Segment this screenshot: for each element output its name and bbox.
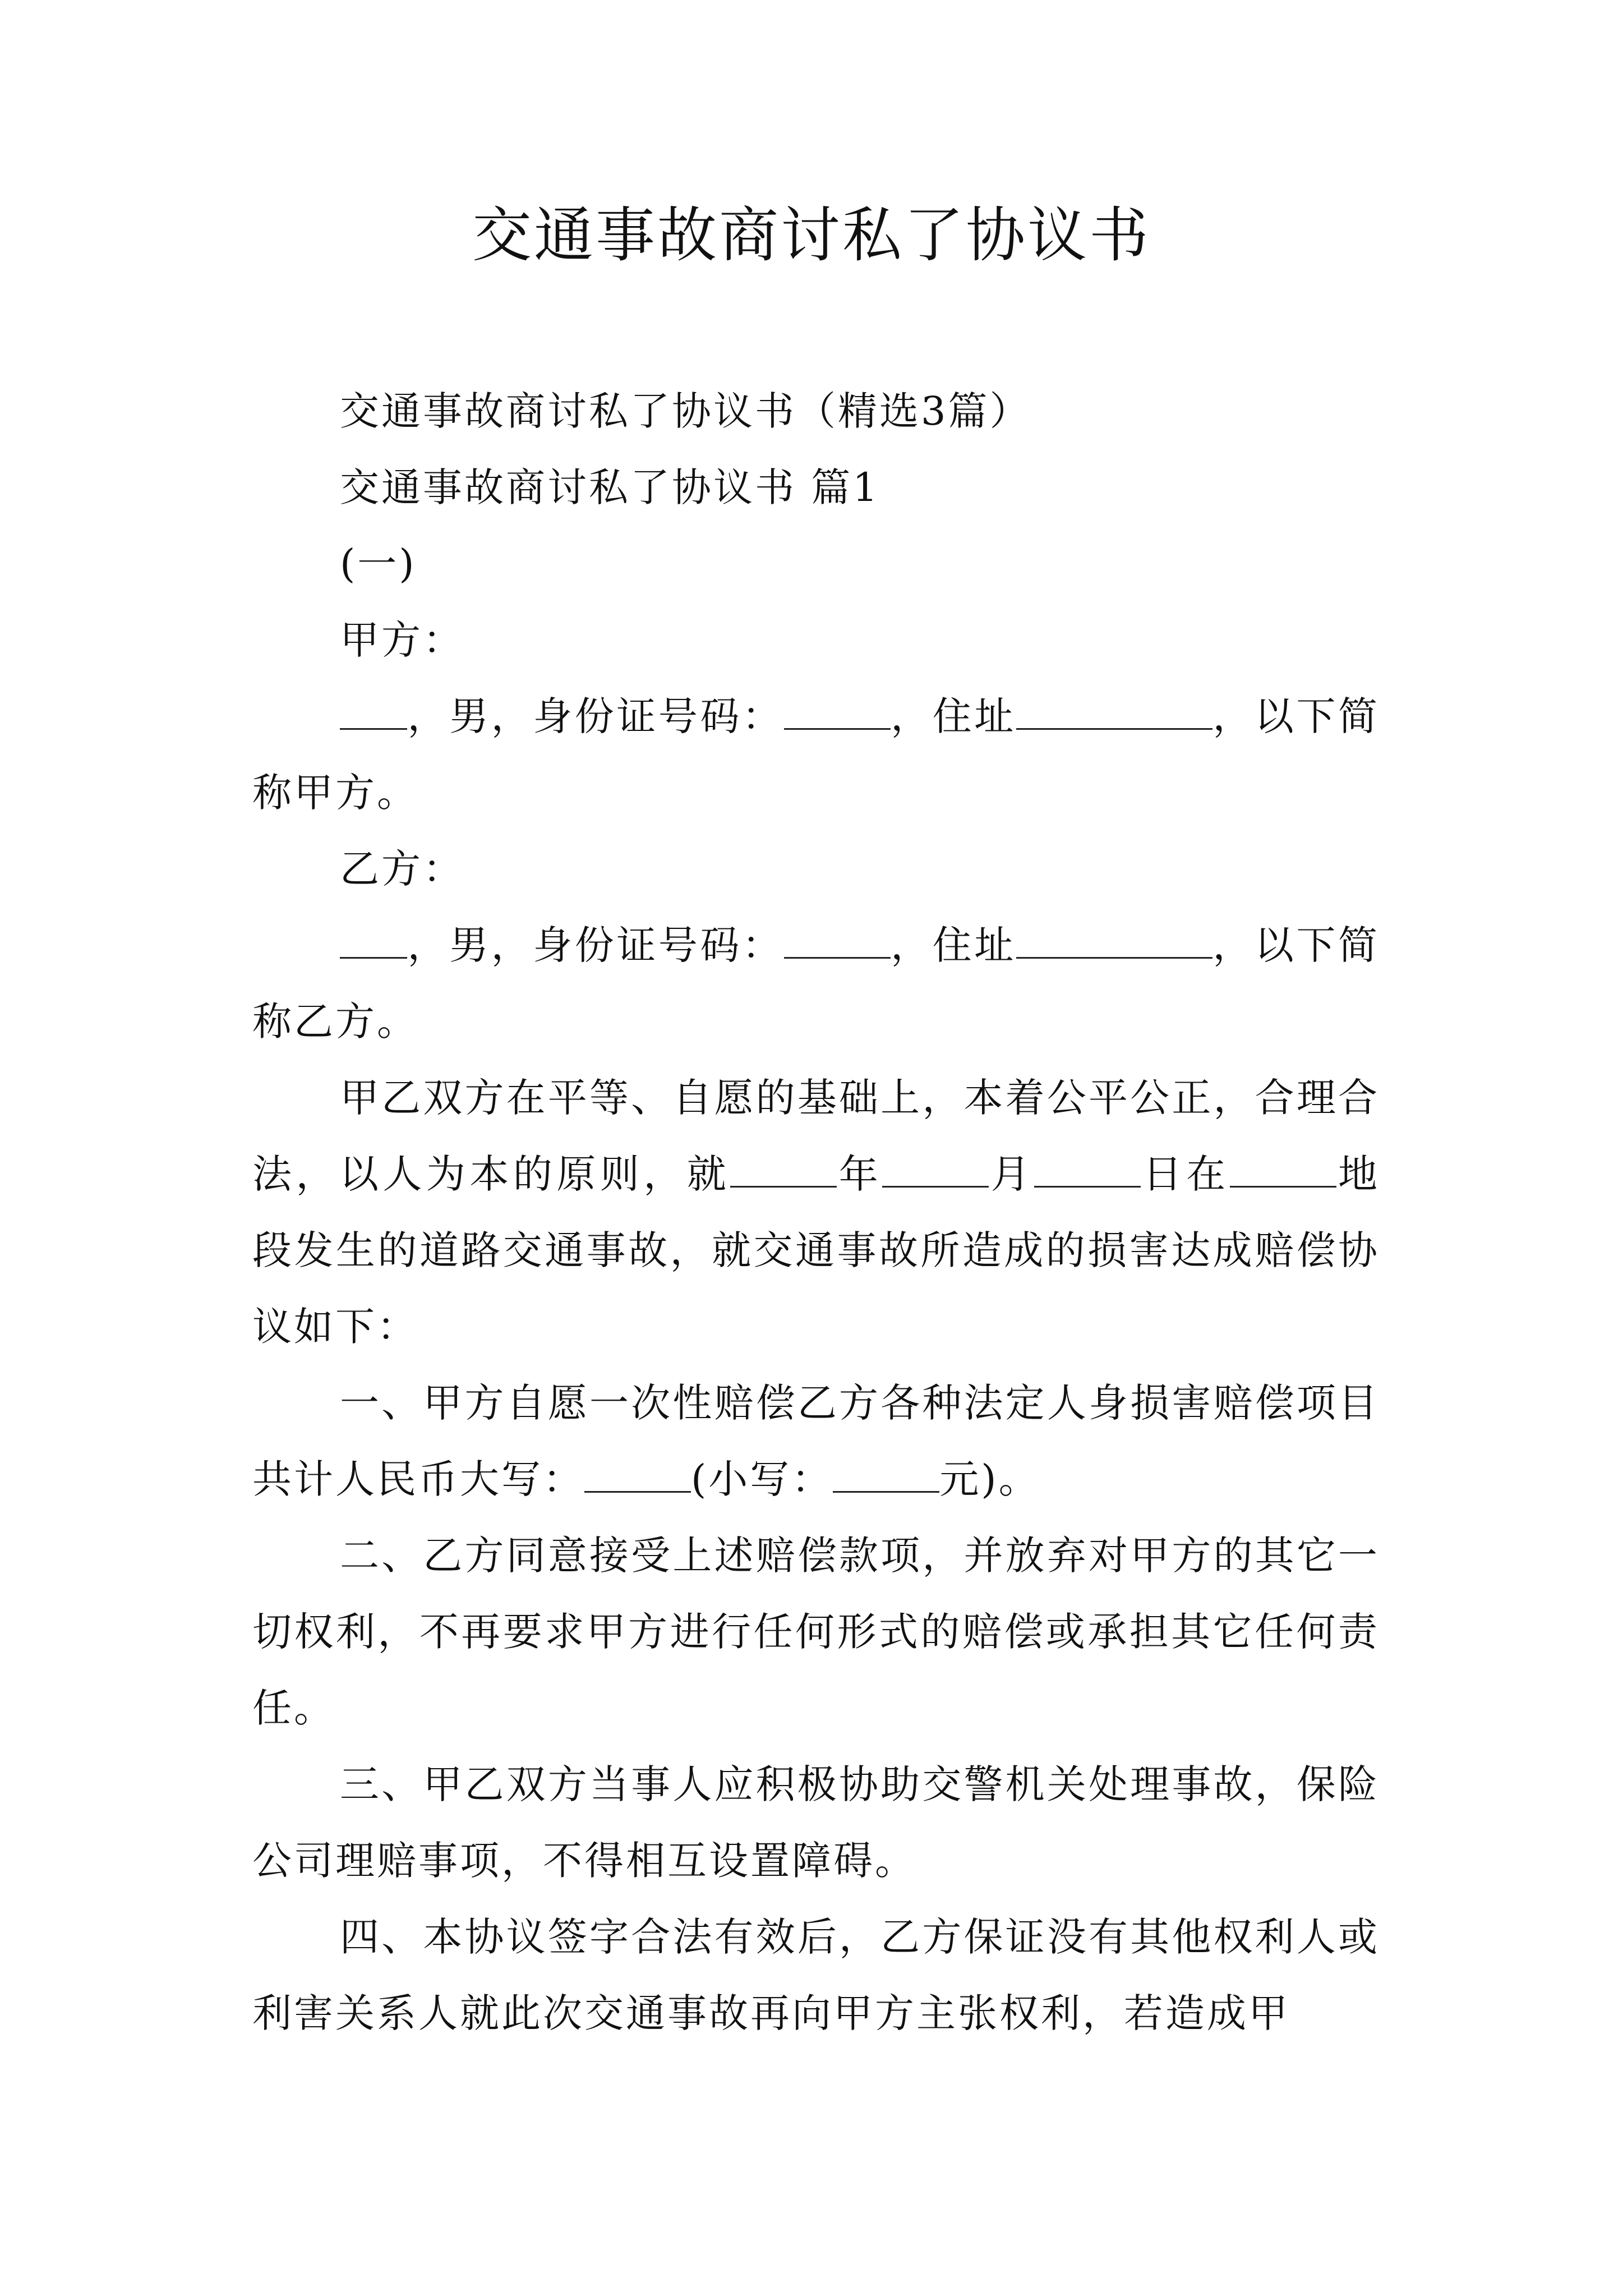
address-blank [1016,924,1212,959]
chapter-heading: 交通事故商讨私了协议书 篇1 [340,464,880,510]
party-b-label: 乙方： [340,846,464,892]
clause-1: 一、甲方自愿一次性赔偿乙方各种法定人身损害赔偿项目共计人民币大写： (小写： 元)。 [252,1380,1380,1502]
section-number: (一) [340,541,417,587]
name-blank [340,696,407,730]
clause-4: 四、本协议签字合法有效后，乙方保证没有其他权利人或利害关系人就此次交通事故再向甲方主张权利，若造成甲 [252,1914,1380,2036]
clause-2: 二、乙方同意接受上述赔偿款项，并放弃对甲方的其它一切权利，不再要求甲方进行任何形式的赔偿或承担其它任何责任。 [252,1533,1380,1731]
day-blank [1034,1153,1141,1188]
document-title: 交通事故商讨私了协议书 [472,201,1151,270]
intro-paragraph: 甲乙双方在平等、自愿的基础上，本着公平公正，合理合法，以人为本的原则，就 年 月 日在 地段发生的道路交通事故，就交通事故所造成的损害达成赔偿协议如下： [252,1075,1380,1350]
month-blank [882,1153,989,1188]
subtitle-paragraph: 交通事故商讨私了协议书（精选3篇） [340,388,1031,434]
name-blank [340,924,407,959]
amount-words-blank [584,1458,691,1493]
clause-3: 三、甲乙双方当事人应积极协助交警机关处理事故，保险公司理赔事项，不得相互设置障碍。 [252,1761,1380,1884]
year-blank [730,1153,837,1188]
amount-figures-blank [833,1458,939,1493]
id-number-blank [784,696,891,730]
location-blank [1230,1153,1336,1188]
document-body [252,373,1380,2051]
party-b-details: ，男，身份证号码： ，住址 ，以下简称乙方。 [252,922,1380,1045]
id-number-blank [784,924,891,959]
address-blank [1016,696,1212,730]
party-a-label: 甲方： [340,617,464,663]
party-a-details: ，男，身份证号码： ，住址 ，以下简称甲方。 [252,693,1380,816]
